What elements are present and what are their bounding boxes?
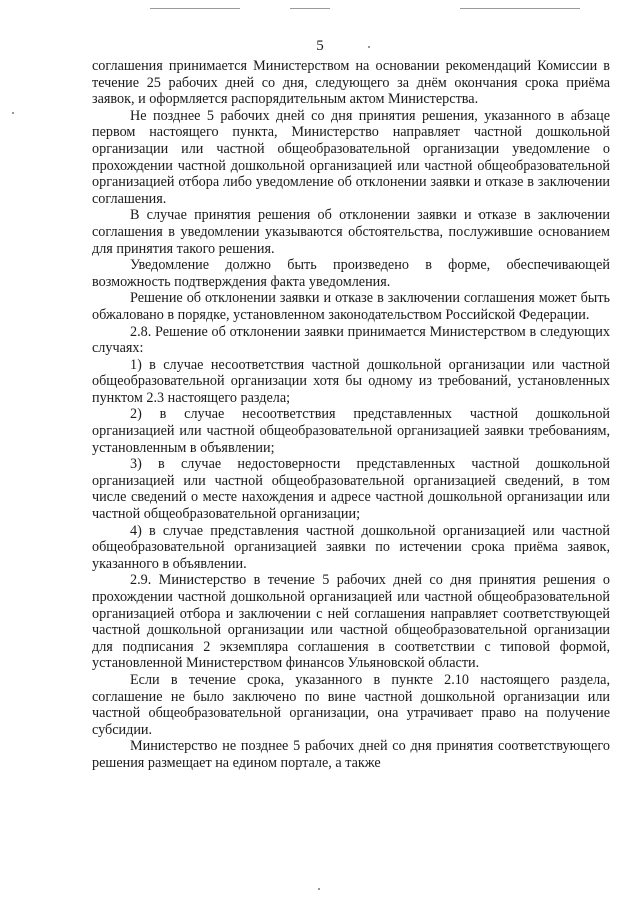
paragraph: Уведомление должно быть произведено в форме, обеспечивающей возможность подтверждения факта уведомления. <box>92 257 610 290</box>
paragraph: соглашения принимается Министерством на основании рекомендаций Комиссии в течение 25 рабочих дней со дня, следующего за днём окончания срока приёма заявок, и оформляется распорядительным актом Министерства. <box>92 58 610 108</box>
paragraph: 2.8. Решение об отклонении заявки принимается Министерством в следующих случаях: <box>92 323 610 357</box>
scan-dot <box>12 112 14 114</box>
scan-artifact-top <box>460 8 580 9</box>
paragraph: Решение об отклонении заявки и отказе в заключении соглашения может быть обжаловано в порядке, установленном законодательством Российской Федерации. <box>92 290 610 323</box>
scan-dot <box>318 888 320 890</box>
page-number: 5 <box>316 38 324 54</box>
document-body <box>92 58 610 772</box>
paragraph: Если в течение срока, указанного в пункте 2.10 настоящего раздела, соглашение не было заключено по вине частной дошкольной организации или частной общеобразовательной организации, она утрачивает право на получение субсидии. <box>92 671 610 738</box>
list-item: 2) в случае несоответствия представленных частной дошкольной организацией или частной общеобразовательной организацией заявки требованиям, установленным в объявлении; <box>92 406 610 456</box>
paragraph: В случае принятия решения об отклонении заявки и отказе в заключении соглашения в уведомлении указываются обстоятельства, послужившие основанием для принятия такого решения. <box>92 207 610 257</box>
list-item: 1) в случае несоответствия частной дошкольной организации или частной общеобразовательной организации хотя бы одному из требований, установленных пунктом 2.3 настоящего раздела; <box>92 356 610 406</box>
scan-artifact-top <box>150 8 240 9</box>
paragraph: Не позднее 5 рабочих дней со дня принятия решения, указанного в абзаце первом настоящего пункта, Министерство направляет частной дошкольной организации или частной общеобразовательной организации уведомление о прохождении частной дошкольной организацией или частной общеобразовательной организацией отбора либо уведомление об отклонении заявки и отказе в заключении соглашения. <box>92 107 610 207</box>
paragraph: Министерство не позднее 5 рабочих дней со дня принятия соответствующего решения размещает на едином портале, а также <box>92 738 610 771</box>
list-item: 3) в случае недостоверности представленных частной дошкольной организацией или частной общеобразовательной организацией сведений, в том числе сведений о месте нахождения и адресе частной дошкольной организации или частной общеобразовательной организации; <box>92 456 610 523</box>
list-item: 4) в случае представления частной дошкольной организацией или частной общеобразовательной организацией заявки по истечении срока приёма заявок, указанного в объявлении. <box>92 522 610 572</box>
paragraph: 2.9. Министерство в течение 5 рабочих дней со дня принятия решения о прохождении частной дошкольной организацией или частной общеобразовательной организацией отбора и заключении с ней соглашения направляет соответствующей частной дошкольной организации или частной общеобразовательной организации для подписания 2 экземпляра соглашения в соответствии с типовой формой, установленной Министерством финансов Ульяновской области. <box>92 572 610 672</box>
scan-artifact-top <box>290 8 330 9</box>
